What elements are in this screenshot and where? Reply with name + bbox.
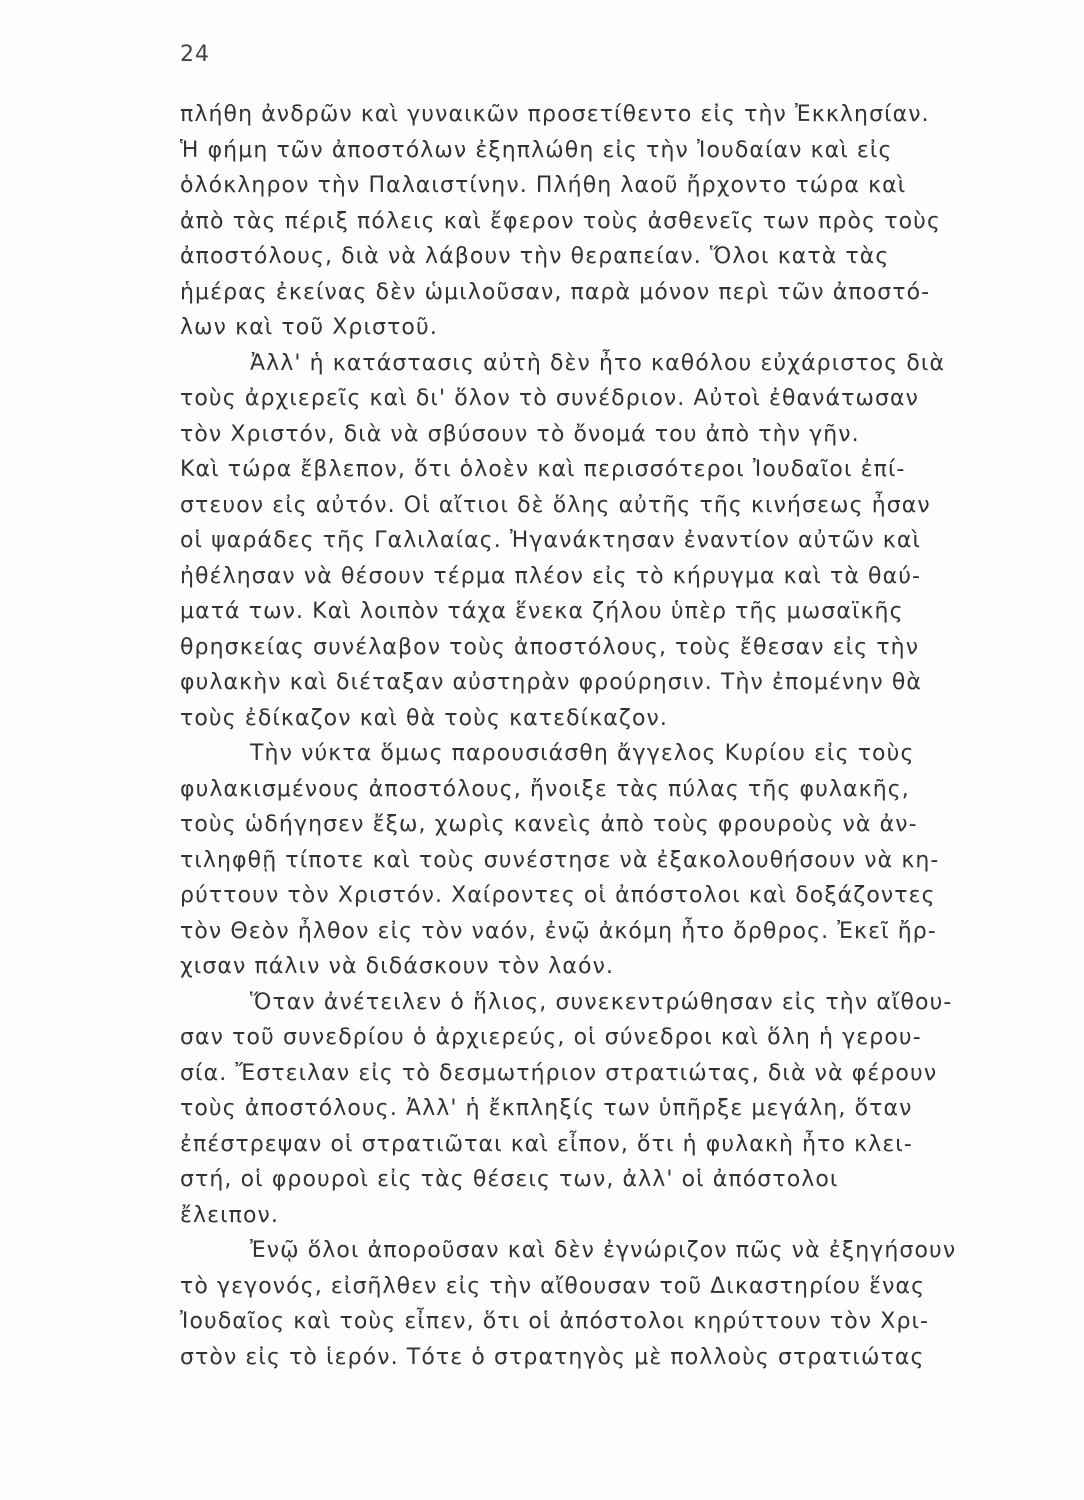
text-line: τοὺς ὡδήγησεν ἔξω, χωρὶς κανεὶς ἀπὸ τοὺς φρουροὺς νὰ ἀν- bbox=[180, 812, 918, 837]
text-line: ὁλόκληρον τὴν Παλαιστίνην. Πλήθη λαοῦ ἤρχοντο τώρα καὶ bbox=[180, 173, 907, 198]
text-line: στὸν εἰς τὸ ἱερόν. Τότε ὁ στρατηγὸς μὲ πολλοὺς στρατιώτας bbox=[180, 1344, 925, 1370]
text-line: τὸν Χριστόν, διὰ νὰ σβύσουν τὸ ὄνομά του ἀπὸ τὴν γῆν. bbox=[180, 421, 860, 447]
text-line: ἀπὸ τὰς πέριξ πόλεις καὶ ἔφερον τοὺς ἀσθενεῖς των πρὸς τοὺς bbox=[180, 208, 941, 234]
text-line: φυλακισμένους ἀποστόλους, ἤνοιξε τὰς πύλας τῆς φυλακῆς, bbox=[180, 776, 910, 802]
text-line: χισαν πάλιν νὰ διδάσκουν τὸν λαόν. bbox=[180, 954, 615, 979]
text-line: στευον εἰς αὐτόν. Οἱ αἴτιοι δὲ ὅλης αὐτῆς τῆς κινήσεως ἦσαν bbox=[180, 492, 931, 518]
text-line: λων καὶ τοῦ Χριστοῦ. bbox=[180, 315, 438, 340]
text-line: ματά των. Καὶ λοιπὸν τάχα ἕνεκα ζήλου ὑπὲρ τῆς μωσαϊκῆς bbox=[180, 599, 904, 624]
text-line: Ἀλλ' ἡ κατάστασις αὐτὴ δὲν ἦτο καθόλου εὐχάριστος διὰ bbox=[250, 350, 946, 376]
text-line: ρύττουν τὸν Χριστόν. Χαίροντες οἱ ἀπόστολοι καὶ δοξάζοντες bbox=[180, 883, 936, 908]
text-line: Ὅταν ἀνέτειλεν ὁ ἥλιος, συνεκεντρώθησαν εἰς τὴν αἴθου- bbox=[250, 989, 953, 1015]
text-line: πλήθη ἀνδρῶν καὶ γυναικῶν προσετίθεντο εἰς τὴν Ἐκκλησίαν. bbox=[180, 102, 930, 127]
text-line: ἡμέρας ἐκείνας δὲν ὡμιλοῦσαν, παρὰ μόνον περὶ τῶν ἀποστό- bbox=[180, 279, 931, 305]
text-line: Καὶ τώρα ἔβλεπον, ὅτι ὁλοὲν καὶ περισσότεροι Ἰουδαῖοι ἐπί- bbox=[180, 457, 906, 482]
text-line: τοὺς ἀποστόλους. Ἀλλ' ἡ ἔκπληξίς των ὑπῆρξε μεγάλη, ὅταν bbox=[180, 1096, 913, 1121]
page-number: 24 bbox=[180, 42, 210, 67]
text-line: ἀποστόλους, διὰ νὰ λάβουν τὴν θεραπείαν. Ὅλοι κατὰ τὰς bbox=[180, 244, 890, 269]
text-line: τοὺς ἐδίκαζον καὶ θὰ τοὺς κατεδίκαζον. bbox=[180, 705, 668, 731]
text-line: τὸν Θεὸν ἦλθον εἰς τὸν ναόν, ἐνῷ ἀκόμη ἦτο ὄρθρος. Ἐκεῖ ἤρ- bbox=[180, 918, 937, 944]
text-line: φυλακὴν καὶ διέταξαν αὐστηρὰν φρούρησιν. Τὴν ἐπομένην θὰ bbox=[180, 670, 923, 695]
text-line: Τὴν νύκτα ὅμως παρουσιάσθη ἄγγελος Κυρίου εἰς τοὺς bbox=[250, 741, 915, 766]
text-line: ἔλειπον. bbox=[180, 1202, 280, 1228]
text-line: Ἡ φήμη τῶν ἀποστόλων ἐξηπλώθη εἰς τὴν Ἰουδαίαν καὶ εἰς bbox=[180, 137, 893, 163]
text-line: ἐπέστρεψαν οἱ στρατιῶται καὶ εἶπον, ὅτι ἡ φυλακὴ ἦτο κλει- bbox=[180, 1131, 913, 1157]
text-line: ἠθέλησαν νὰ θέσουν τέρμα πλέον εἰς τὸ κήρυγμα καὶ τὰ θαύ- bbox=[180, 563, 922, 589]
text-line: στή, οἱ φρουροὶ εἰς τὰς θέσεις των, ἀλλ' οἱ ἀπόστολοι bbox=[180, 1167, 839, 1192]
text-line: Ἐνῷ ὅλοι ἀποροῦσαν καὶ δὲν ἐγνώριζον πῶς νὰ ἐξηγήσουν bbox=[250, 1238, 957, 1263]
text-line: τιληφθῇ τίποτε καὶ τοὺς συνέστησε νὰ ἐξακολουθήσουν νὰ κη- bbox=[180, 847, 940, 873]
text-line: σία. Ἔστειλαν εἰς τὸ δεσμωτήριον στρατιώτας, διὰ νὰ φέρουν bbox=[180, 1060, 938, 1086]
text-line: σαν τοῦ συνεδρίου ὁ ἀρχιερεύς, οἱ σύνεδροι καὶ ὅλη ἡ γερου- bbox=[180, 1025, 922, 1050]
text-line: θρησκείας συνέλαβον τοὺς ἀποστόλους, τοὺς ἔθεσαν εἰς τὴν bbox=[180, 634, 920, 660]
text-line: Ἰουδαῖος καὶ τοὺς εἶπεν, ὅτι οἱ ἀπόστολοι κηρύττουν τὸν Χρι- bbox=[180, 1309, 930, 1334]
text-line: οἱ ψαράδες τῆς Γαλιλαίας. Ἠγανάκτησαν ἐναντίον αὐτῶν καὶ bbox=[180, 528, 922, 553]
text-line: τὸ γεγονός, εἰσῆλθεν εἰς τὴν αἴθουσαν τοῦ Δικαστηρίου ἕνας bbox=[180, 1273, 926, 1299]
text-line: τοὺς ἀρχιερεῖς καὶ δι' ὅλον τὸ συνέδριον. Αὐτοὶ ἐθανάτωσαν bbox=[180, 386, 920, 411]
